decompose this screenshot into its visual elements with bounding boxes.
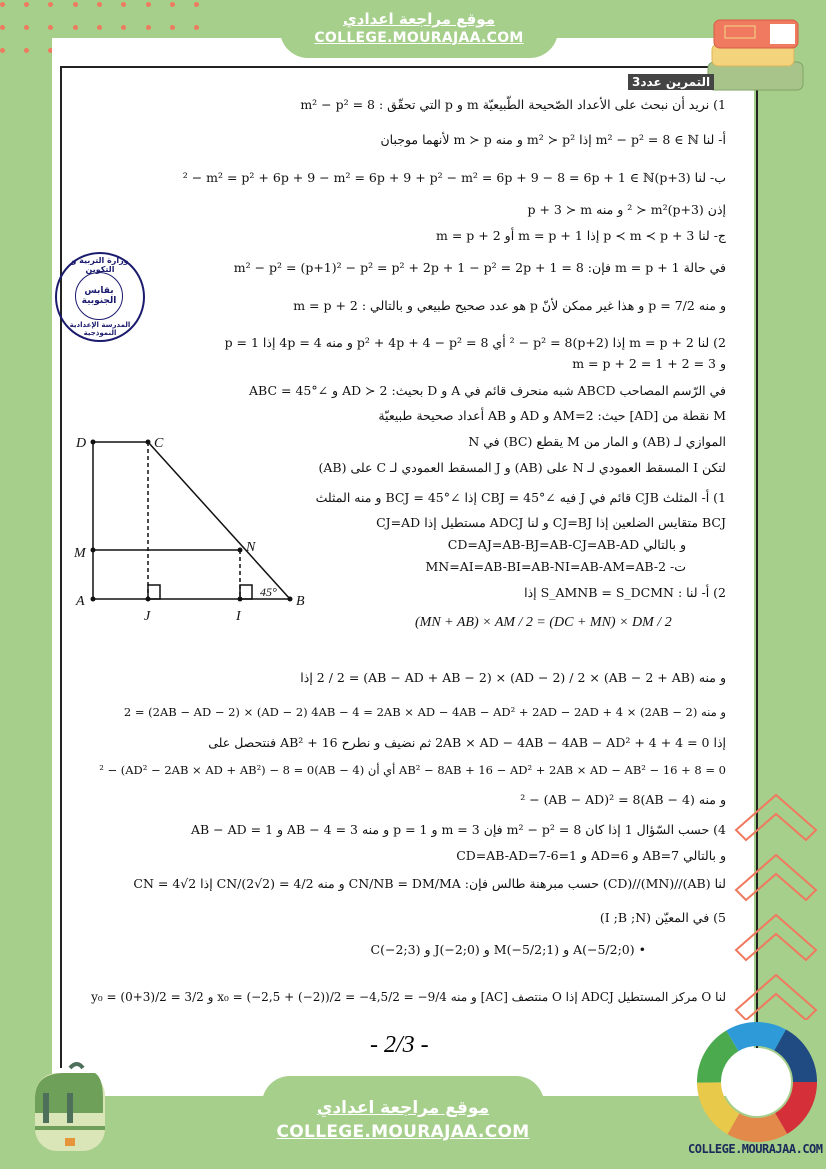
p2-q2eq1: (MN + AB) × AM / 2 = (DC + MN) × DM / 2 — [415, 615, 672, 630]
p2-q1c: ت- MN=AI=AB-BI=AB-NI=AB-AM=AB-2 — [425, 559, 686, 574]
p2-q4b: و بالتالي AB=7 و AD=6 و CD=AB-AD=7-6=1 — [456, 848, 726, 863]
p2-q2eq3: و منه (2AB − 2) × 2 = (2AB − AD − 2) × (AD − 2) 4AB − 4 = 2AB × AD − 4AB − AD² + 2AD − 2AD + 4 — [123, 705, 726, 719]
p1-c: ج- لنا p ≺ m ≺ p + 3 إذا m = p + 1 أو m = p + 2 — [436, 228, 726, 243]
site-logo-icon — [697, 1022, 817, 1142]
svg-text:D: D — [76, 436, 87, 451]
school-stamp: وزارة التربية و التكوين بقابس الجنوبية المدرسة الإعدادية النموذجية — [55, 252, 145, 342]
p2-q1a2: BCJ متقايس الضلعين إذا CJ=BJ و لنا ADCJ مستطيل إذا CJ=AD — [376, 515, 726, 530]
svg-text:A: A — [76, 594, 85, 609]
p1-intro: 1) نريد أن نبحث على الأعداد الصّحيحة الطّبيعيّة m و p التي تحقّق : m² − p² = 8 — [300, 97, 726, 112]
footer-site-url-link[interactable]: COLLEGE.MOURAJAA.COM — [276, 1122, 530, 1142]
p2-intro2: M نقطة من [AD] حيث: AM=2 و AD و AB أعداد صحيحة طبيعيّة — [378, 408, 726, 423]
p2-q5: 5) في المعيّن (I ;B ;N) — [599, 910, 726, 925]
svg-text:N: N — [246, 540, 256, 555]
page-number: - 2/3 - — [370, 1032, 429, 1058]
p2-q4c: لنا (AB)//(MN)//(CD) حسب مبرهنة طالس فإن: CN/NB = DM/MA و منه CN/(2√2) = 4/2 إذا CN = 4√2 — [133, 876, 726, 891]
p2-q4: 4) حسب السّؤال 1 إذا كان m² − p² = 8 فإن m = 3 و p = 1 و منه AB − 4 = 3 و AB − AD = 1 — [190, 822, 726, 837]
p2-q5pts: • A(−5/2;0) و M(−5/2;1) و J(−2;0) و C(−2;3) — [370, 942, 646, 957]
header-banner[interactable] — [280, 0, 558, 58]
exercise-title: التمرين عدد3 — [628, 74, 714, 90]
svg-text:I: I — [236, 609, 241, 624]
p1-a: أ- لنا m² − p² = 8 ∈ ℕ إذا m² ≻ p² و منه m ≻ p لأنهما موجبان — [380, 132, 726, 147]
p2-intro4: لتكن I المسقط العمودي لـ N على (AB) و J المسقط العمودي لـ C على (AB) — [318, 460, 726, 475]
p2-q2eq2: و منه (AB − 2 + AB) × 2 / 2 = (AB − AD + AB − 2) × (AD − 2) / 2 إذا — [300, 670, 726, 685]
svg-text:45°: 45° — [260, 585, 277, 599]
p2-q1b: و بالتالي CD=AJ=AB-BJ=AB-CJ=AB-AD — [447, 537, 686, 552]
p1-b: ب- لنا (p+3)² − m² = p² + 6p + 9 − m² = 6p + 9 + p² − m² = 6p + 9 − 8 = 6p + 1 ∈ ℕ — [182, 170, 726, 185]
p2-q2a: 2) أ- لنا : S_AMNB = S_DCMN إذا — [524, 585, 726, 600]
p1-q2: 2) لنا m = p + 2 إذا (p+2)² − p² = 8 أي p² + 4p + 4 − p² = 8 و منه 4p = 4 إذا p = 1 — [224, 335, 726, 350]
logo-url-text[interactable]: COLLEGE.MOURAJAA.COM — [688, 1142, 823, 1156]
site-url-link[interactable]: COLLEGE.MOURAJAA.COM — [314, 30, 524, 46]
p1-b2: إذن (p+3)² ≻ m² و منه p + 3 ≻ m — [527, 202, 726, 217]
footer-site-name-ar[interactable]: موقع مراجعة اعدادي — [316, 1098, 490, 1118]
p1-case1: في حالة m = p + 1 فإن: m² − p² = (p+1)² − p² = p² + 2p + 1 − p² = 2p + 1 = 8 — [233, 260, 726, 275]
books-icon — [700, 10, 810, 95]
svg-text:M: M — [74, 546, 86, 561]
p1-q2b: و m = p + 2 = 1 + 2 = 3 — [572, 356, 726, 371]
p2-q2eq4: إذا 2AB × AD − 4AB − 4AB − AD² + 4 + 4 = 0 ثم نضيف و نطرح AB² + 16 فنتحصل على — [208, 735, 726, 750]
p2-q1a: 1) أ- المثلث CJB قائم في J فيه ∠CBJ = 45° إذا ∠BCJ = 45° و منه المثلث — [315, 490, 726, 505]
trapezoid-figure — [70, 425, 310, 625]
p2-q2eq5: AB² − 8AB + 16 − AD² + 2AB × AD − AB² − 16 + 8 = 0 أي أن (AB − 4)² − (AD² − 2AB × AD + AB²) − 8 = 0 — [99, 763, 726, 777]
svg-text:B: B — [296, 594, 305, 609]
p2-q2eq6: و منه (AB − 4)² − (AB − AD)² = 8 — [520, 792, 726, 807]
footer-banner[interactable] — [262, 1076, 544, 1169]
chevron-decoration-icon — [734, 790, 824, 1020]
p1-case1b: و منه p = 7/2 و هذا غير ممكن لأنّ p هو عدد صحيح طبيعي و بالتالي : m = p + 2 — [293, 298, 726, 313]
site-name-ar[interactable]: موقع مراجعة اعدادي — [343, 10, 495, 28]
p2-intro3: الموازي لـ (AB) و المار من M يقطع (BC) في N — [468, 434, 726, 449]
p2-intro1: في الرّسم المصاحب ABCD شبه منحرف قائم في A و D بحيث: AD ≻ 2 و ∠ABC = 45° — [249, 383, 726, 398]
backpack-icon — [15, 1058, 115, 1158]
svg-text:C: C — [154, 436, 164, 451]
svg-text:J: J — [144, 609, 151, 624]
p2-q5o: لنا O مركز المستطيل ADCJ إذا O منتصف [AC] و منه x₀ = (−2,5 + (−2))/2 = −4,5/2 = −9/4 و y₀ = (0+3)/2 = 3/2 — [91, 990, 726, 1004]
